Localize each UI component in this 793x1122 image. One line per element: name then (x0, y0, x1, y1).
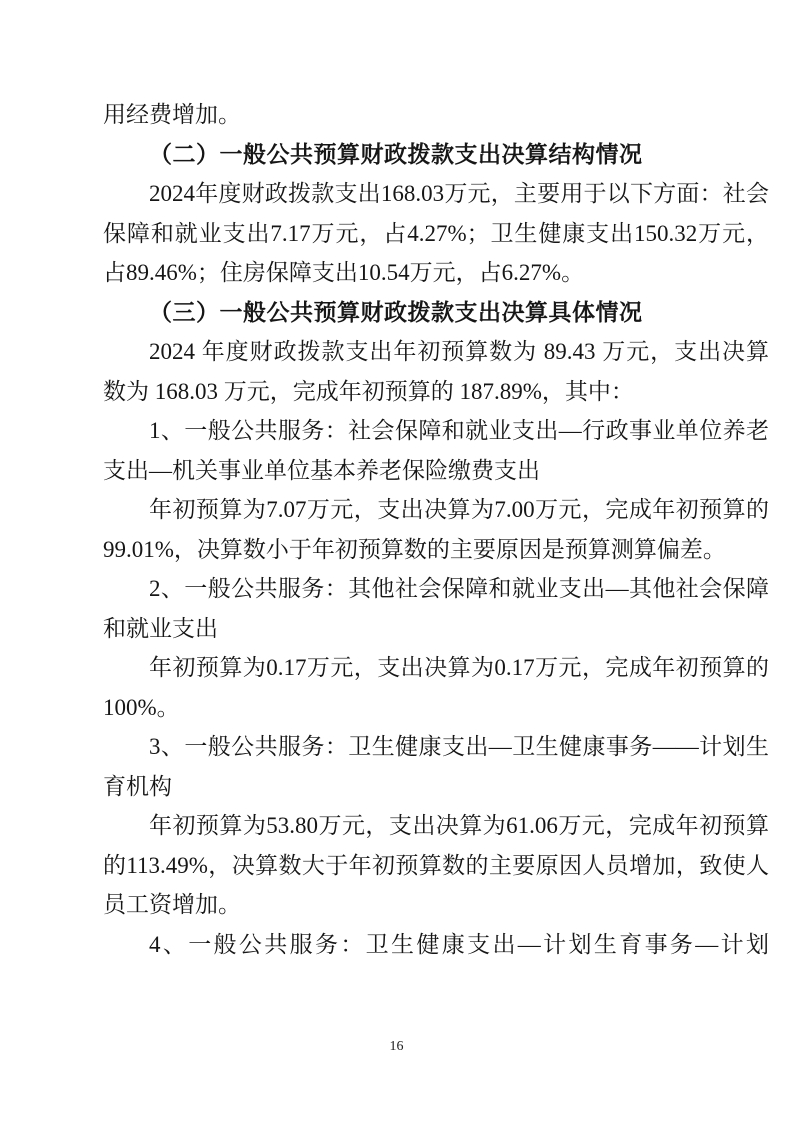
paragraph: 3、一般公共服务：卫生健康支出—卫生健康事务——计划生育机构 (103, 734, 769, 799)
section-heading: （二）一般公共预算财政拨款支出决算结构情况 (149, 141, 643, 167)
paragraph: 2、一般公共服务：其他社会保障和就业支出—其他社会保障和就业支出 (103, 576, 769, 641)
paragraph: 2024 年度财政拨款支出年初预算数为 89.43 万元，支出决算数为 168.03 万元，完成年初预算的 187.89%，其中： (103, 339, 769, 404)
section-heading: （三）一般公共预算财政拨款支出决算具体情况 (149, 299, 643, 325)
paragraph: 2024年度财政拨款支出168.03万元，主要用于以下方面：社会保障和就业支出7.17万元，占4.27%；卫生健康支出150.32万元，占89.46%；住房保障支出10.54万元，占6.27%。 (103, 181, 769, 285)
paragraph: 1、一般公共服务：社会保障和就业支出—行政事业单位养老支出—机关事业单位基本养老保险缴费支出 (103, 418, 769, 483)
paragraph-continuation: 用经费增加。 (103, 102, 241, 127)
paragraph: 年初预算为0.17万元，支出决算为0.17万元，完成年初预算的100%。 (103, 655, 769, 720)
document-body (103, 95, 769, 964)
paragraph-partial: 4、一般公共服务：卫生健康支出—计划生育事务—计划 (149, 931, 769, 957)
paragraph: 年初预算为53.80万元，支出决算为61.06万元，完成年初预算的113.49%，决算数大于年初预算数的主要原因人员增加，致使人员工资增加。 (103, 813, 769, 917)
paragraph: 年初预算为7.07万元，支出决算为7.00万元，完成年初预算的99.01%，决算数小于年初预算数的主要原因是预算测算偏差。 (103, 497, 769, 562)
page-number: 16 (389, 1039, 404, 1054)
page-footer (0, 1038, 793, 1056)
